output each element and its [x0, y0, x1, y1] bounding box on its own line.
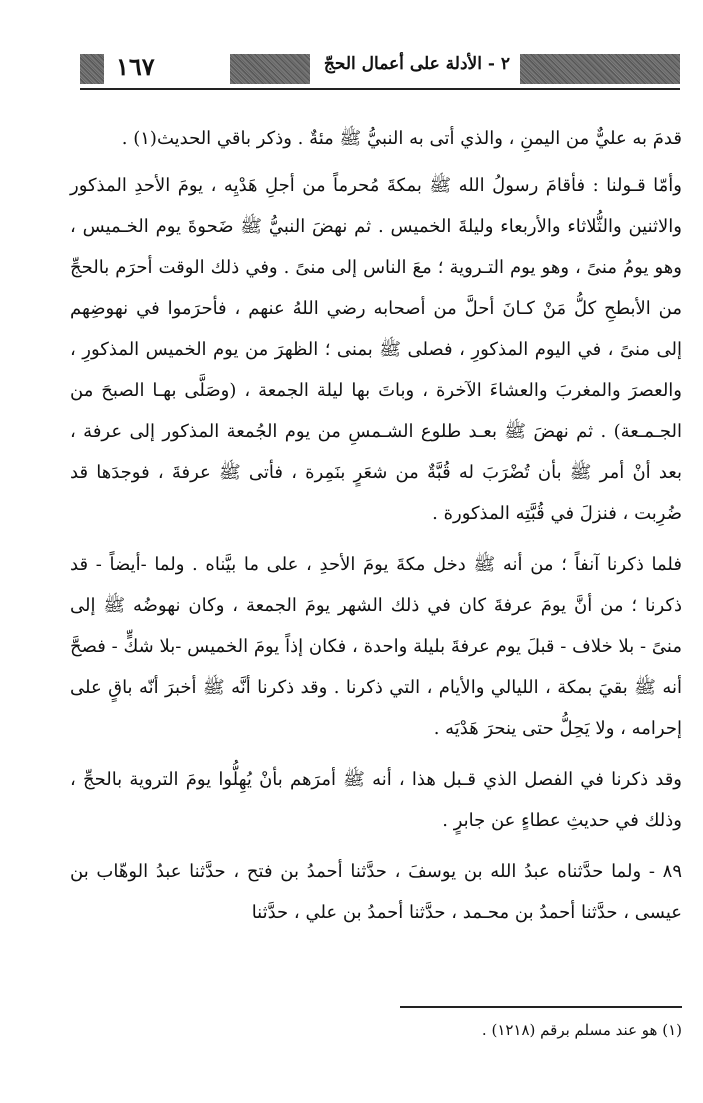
page-number: ١٦٧ — [116, 52, 155, 81]
paragraph-sunday-entry: فلما ذكرنا آنفاً ؛ من أنه ﷺ دخل مكةَ يومَ الأحدِ ، على ما بيَّناه . ولما -أيضاً - قد ذكرنا ؛ من أنَّ يومَ عرفةَ كان في ذلك الشهر يومَ الجمعة ، وكان نهوضُه ﷺ إلى منىً - بلا خلاف - قبلَ يوم عرفةَ بليلة واحدة ، فكان إذاً يومَ الخميس -بلا شكٍّ - فصحَّ أنه ﷺ بقيَ بمكة ، الليالي والأيام ، التي ذكرنا . وقد ذكرنا أنَّه ﷺ أخبرَ أنّه باقٍ على إحرامه ، ولا يَحِلُّ حتى ينحرَ هَدْيَه . — [70, 554, 682, 739]
header-ornament-left — [80, 54, 104, 84]
main-text — [70, 118, 682, 943]
paragraph-prophet-stay: وأمّا قـولنا : فأقامَ رسولُ الله ﷺ بمكةَ مُحرماً من أجلِ هَدْيِه ، يومَ الأحدِ المذكور والاثنين والثُّلاثاء والأربعاء وليلةَ الخميس . ثم نهضَ النبيُّ ﷺ ضَحوةَ يوم الخـميس ، وهو يومُ منىً ، وهو يوم التـروية ؛ معَ الناس إلى منىً . وفي ذلك الوقت أحرَم بالحجِّ من الأبطحِ كلُّ مَنْ كـانَ أحلَّ من أصحابه رضي اللهُ عنهم ، فأحرَموا في نهوضِهم إلى منىً ، في اليوم المذكورِ ، فصلى ﷺ بمنى ؛ الظهرَ من يوم الخميس المذكورِ ، والعصرَ والمغربَ والعشاءَ الآخرة ، وباتَ بها ليلة الجمعة ، (وصَلَّى بهـا الصبحَ من الجـمـعة) . ثم نهضَ ﷺ بعـد طلوع الشـمسِ من يوم الجُمعة المذكور إلى عرفة ، بعد أنْ أمر ﷺ بأن تُضْرَبَ له قُبَّةٌ من شعَرٍ بنَمِرة ، فأتى ﷺ عرفةَ ، فوجدَها قد ضُرِبت ، فنزلَ في قُبَّتِه المذكورة . — [70, 175, 682, 524]
running-header — [80, 48, 680, 90]
paragraph-hadith-89: ٨٩ - ولما حدَّثناه عبدُ الله بن يوسفَ ، حدَّثنا أحمدُ بن فتح ، حدَّثنا عبدُ الوهّاب بن عيسى ، حدَّثنا أحمدُ بن محـمد ، حدَّثنا أحمدُ بن علي ، حدَّثنا — [70, 861, 682, 923]
footnote: (١) هو عند مسلم برقم (١٢١٨) . — [481, 1021, 682, 1039]
running-title: ٢ - الأدلة على أعمال الحجّ — [323, 54, 510, 74]
paragraph-hadith-end: قدمَ به عليٌّ من اليمنِ ، والذي أتى به النبيُّ ﷺ مئةٌ . وذكر باقي الحديث(١) . — [121, 128, 682, 149]
footnote-divider — [400, 1006, 682, 1008]
header-divider — [80, 88, 680, 90]
paragraph-tarwiyah: وقد ذكرنا في الفصل الذي قـبل هذا ، أنه ﷺ أمرَهم بأنْ يُهِلُّوا يومَ التروية بالحجِّ ، وذلك في حديثِ عطاءٍ عن جابرٍ . — [70, 769, 682, 831]
header-ornament-middle — [230, 54, 310, 84]
header-ornament-right — [520, 54, 680, 84]
